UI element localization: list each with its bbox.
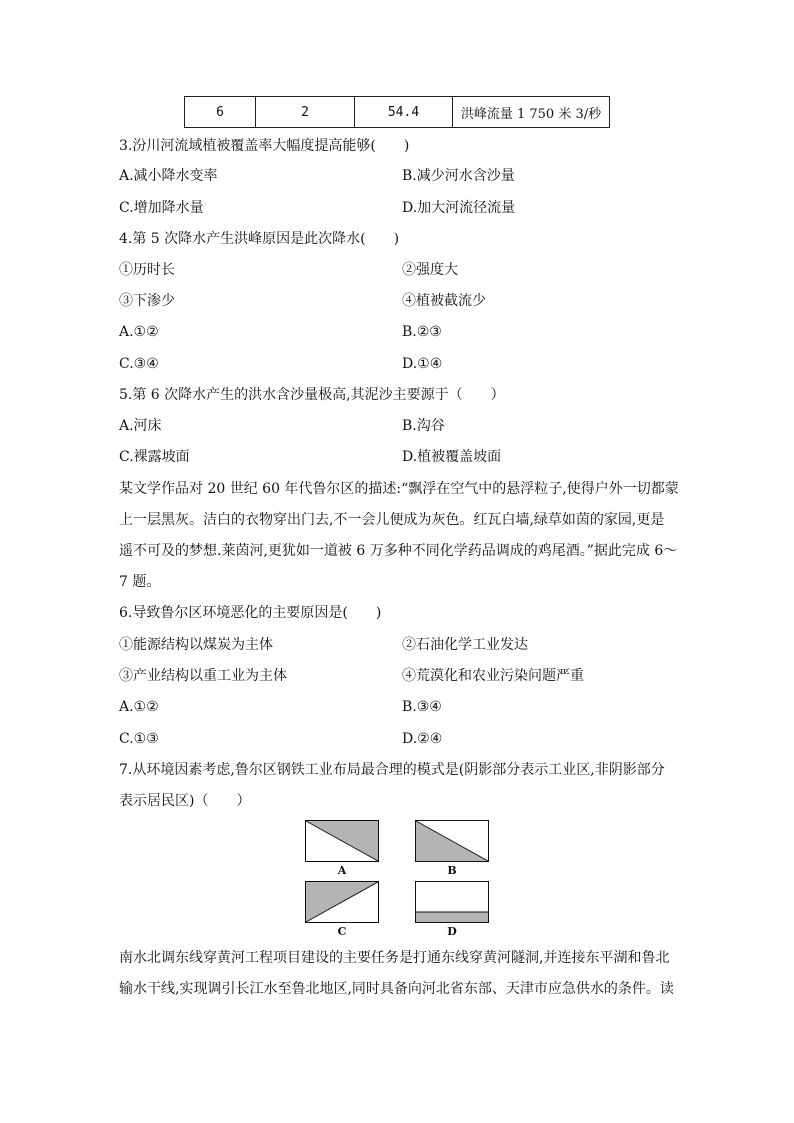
table-cell: 6 xyxy=(185,97,256,128)
q3-stem: 3.汾川河流域植被覆盖率大幅度提高能够( ) xyxy=(119,138,410,154)
q6-option-b[interactable]: B.③④ xyxy=(402,699,442,715)
q5-option-d[interactable]: D.植被覆盖坡面 xyxy=(402,449,502,465)
table-cell: 洪峰流量 1 750 米 3/秒 xyxy=(453,97,610,128)
q7-stem: 7.从环境因素考虑,鲁尔区钢铁工业布局最合理的模式是(阴影部分表示工业区,非阴影部分 xyxy=(119,762,665,778)
industrial-zone-shade xyxy=(416,912,488,922)
passage-line: 某文学作品对 20 世纪 60 年代鲁尔区的描述:“飘浮在空气中的悬浮粒子,使得户外一切都蒙 xyxy=(119,481,679,497)
q5-option-a[interactable]: A.河床 xyxy=(119,418,162,434)
table-cell: 54.4 xyxy=(355,97,453,128)
passage-line: 遥不可及的梦想.莱茵河,更犹如一道被 6 万多种不同化学药品调成的鸡尾酒。”据此完成 6～ xyxy=(119,543,678,559)
passage-line: 7 题。 xyxy=(119,574,161,590)
layout-diagram-c[interactable] xyxy=(305,881,379,923)
q4-option-d[interactable]: D.①④ xyxy=(402,356,443,372)
table-cell: 2 xyxy=(256,97,355,128)
q5-option-c[interactable]: C.裸露坡面 xyxy=(119,449,190,465)
q6-option-c[interactable]: C.①③ xyxy=(119,731,159,747)
q4-statement-3: ③下渗少 xyxy=(119,293,175,309)
q6-statement-1: ①能源结构以煤炭为主体 xyxy=(119,637,273,653)
q3-option-b[interactable]: B.减少河水含沙量 xyxy=(402,168,515,184)
layout-diagram-a[interactable] xyxy=(305,820,379,862)
layout-diagram-b[interactable] xyxy=(415,820,489,862)
table-row xyxy=(185,97,610,128)
q6-option-d[interactable]: D.②④ xyxy=(402,731,443,747)
q3-option-a[interactable]: A.减小降水变率 xyxy=(119,168,218,184)
q4-statement-2: ②强度大 xyxy=(402,262,458,278)
passage-line: 南水北调东线穿黄河工程项目建设的主要任务是打通东线穿黄河隧洞,并连接东平湖和鲁北 xyxy=(119,950,670,966)
q3-option-c[interactable]: C.增加降水量 xyxy=(119,200,204,216)
q7-stem: 表示居民区)（ ） xyxy=(119,793,251,809)
diagram-label-d: D xyxy=(447,925,457,938)
layout-diagram-d[interactable] xyxy=(415,881,489,923)
q4-stem: 4.第 5 次降水产生洪峰原因是此次降水( ) xyxy=(119,231,400,247)
q4-option-c[interactable]: C.③④ xyxy=(119,356,159,372)
q4-statement-1: ①历时长 xyxy=(119,262,175,278)
q4-option-b[interactable]: B.②③ xyxy=(402,324,442,340)
q4-statement-4: ④植被截流少 xyxy=(402,293,486,309)
q6-statement-3: ③产业结构以重工业为主体 xyxy=(119,668,287,684)
diagram-label-b: B xyxy=(447,864,457,877)
q6-statement-2: ②石油化学工业发达 xyxy=(402,637,528,653)
q6-option-a[interactable]: A.①② xyxy=(119,699,159,715)
q5-stem: 5.第 6 次降水产生的洪水含沙量极高,其泥沙主要源于（ ） xyxy=(119,387,505,403)
passage-line: 输水干线,实现调引长江水至鲁北地区,同时具备向河北省东部、天津市应急供水的条件。读 xyxy=(119,981,674,997)
flood-data-table xyxy=(184,96,610,128)
q4-option-a[interactable]: A.①② xyxy=(119,324,159,340)
q6-statement-4: ④荒漠化和农业污染问题严重 xyxy=(402,668,584,684)
passage-line: 上一层黑灰。洁白的衣物穿出门去,不一会儿便成为灰色。红瓦白墙,绿草如茵的家园,更是 xyxy=(119,512,665,528)
q5-option-b[interactable]: B.沟谷 xyxy=(402,418,445,434)
q3-option-d[interactable]: D.加大河流径流量 xyxy=(402,200,516,216)
diagram-label-c: C xyxy=(337,925,347,938)
diagram-label-a: A xyxy=(337,864,347,877)
q6-stem: 6.导致鲁尔区环境恶化的主要原因是( ) xyxy=(119,605,382,621)
